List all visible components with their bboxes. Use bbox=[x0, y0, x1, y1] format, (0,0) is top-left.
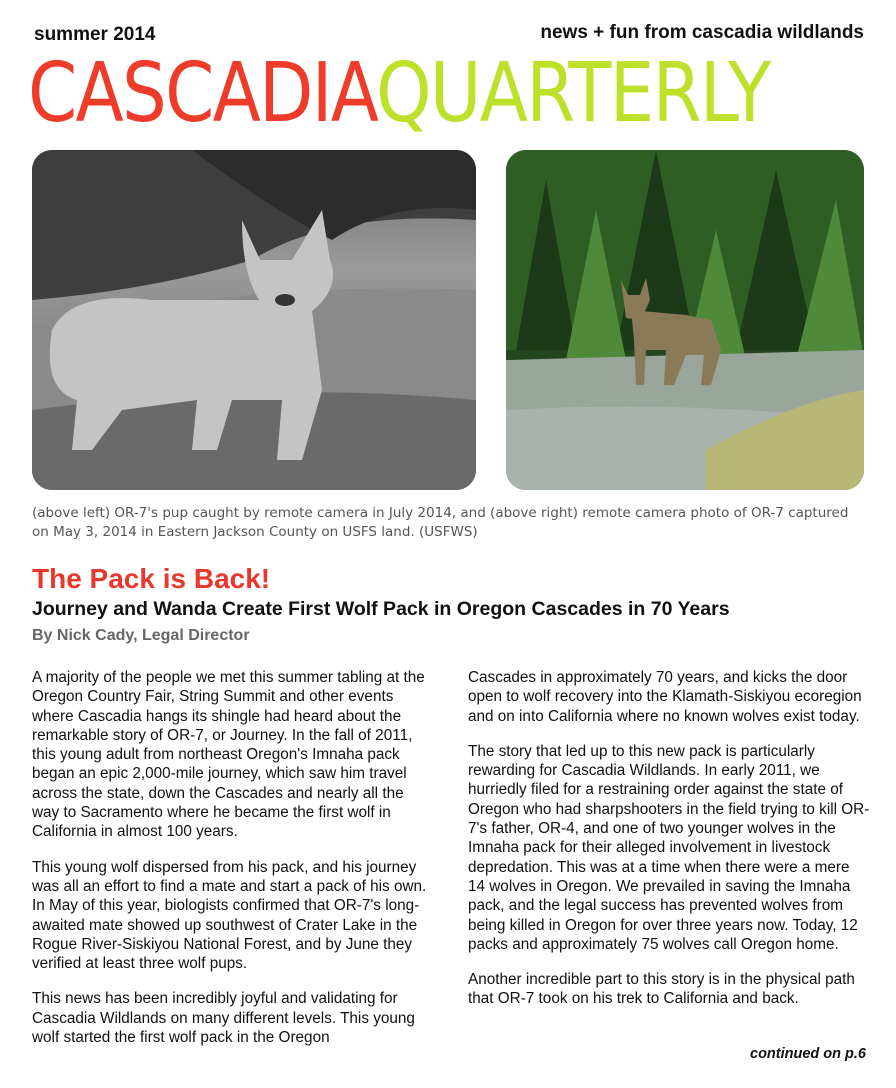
photo-or7 bbox=[506, 150, 864, 490]
paragraph: This young wolf dispersed from his pack, and his journey was all an effort to find a mate and start a pack of his own. In May of this year, biologists confirmed that OR-7's long-awaited mate showed up southwest of Crater Lake in the Rogue River-Siskiyou National Forest, and by June they verified at least three wolf pups. bbox=[32, 858, 427, 973]
paragraph: Another incredible part to this story is in the physical path that OR-7 took on his trek to California and back. bbox=[468, 971, 855, 1008]
masthead-cascadia: CASCADIA bbox=[28, 46, 377, 141]
masthead-quarterly: QUARTERLY bbox=[376, 46, 770, 141]
tagline: news + fun from cascadia wildlands bbox=[540, 22, 864, 43]
article-byline: By Nick Cady, Legal Director bbox=[32, 627, 250, 644]
wolf-pup-image bbox=[32, 150, 476, 490]
paragraph: This news has been incredibly joyful and validating for Cascadia Wildlands on many different levels. This young wolf started the first wolf pack in the Oregon bbox=[32, 990, 415, 1047]
paragraph: A majority of the people we met this summer tabling at the Oregon Country Fair, String Summit and other events where Cascadia hangs its shingle had heard about the remarkable story of OR-7, or Journey. In the fall of 2011, this young adult from northeast Oregon's Imnaha pack began an epic 2,000-mile journey, which saw him travel across the state, down the Cascades and nearly all the way to Sacramento where he became the first wolf in California in almost 100 years. bbox=[32, 669, 425, 841]
paragraph: Cascades in approximately 70 years, and kicks the door open to wolf recovery into the Klamath-Siskiyou ecoregion and on into California where no known wolves exist today. bbox=[468, 669, 862, 725]
masthead-title bbox=[28, 46, 770, 142]
paragraph: The story that led up to this new pack is particularly rewarding for Cascadia Wildlands. In early 2011, we hurriedly filed for a restraining order against the state of Oregon who had sharpshooters in the field trying to kill OR-7's father, OR-4, and one of two younger wolves in the Imnaha pack for their alleged involvement in livestock depredation. This was at a time when there were a mere 14 wolves in Oregon. We prevailed in saving the Imnaha pack, and the legal success has prevented wolves from being killed in Oregon for over three years now. Today, 12 packs and approximately 75 wolves call Oregon home. bbox=[468, 742, 870, 953]
issue-date: summer 2014 bbox=[34, 24, 156, 45]
photo-caption: (above left) OR-7's pup caught by remote camera in July 2014, and (above right) remote camera photo of OR-7 captured on May 3, 2014 in Eastern Jackson County on USFS land. (USFWS) bbox=[32, 505, 849, 540]
article-subheadline: Journey and Wanda Create First Wolf Pack in Oregon Cascades in 70 Years bbox=[32, 598, 730, 620]
photo-wolf-pup bbox=[32, 150, 476, 490]
article-column-2 bbox=[468, 668, 870, 1025]
continued-on-link[interactable]: continued on p.6 bbox=[750, 1046, 866, 1062]
article-column-1 bbox=[32, 668, 434, 1063]
or7-image bbox=[506, 150, 864, 490]
article-headline: The Pack is Back! bbox=[32, 563, 271, 594]
